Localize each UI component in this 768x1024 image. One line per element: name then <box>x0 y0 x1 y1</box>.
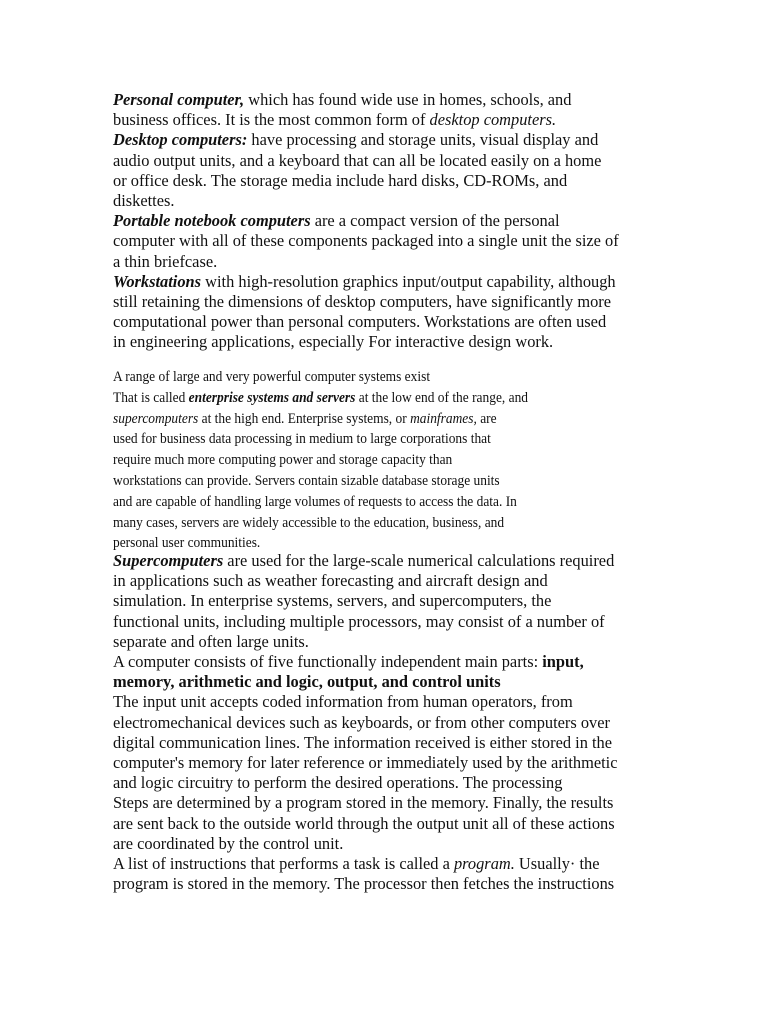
text-run: computational power than personal computers. Workstations are often used <box>113 312 607 332</box>
emphasized-text: enterprise systems and servers <box>188 389 356 406</box>
text-line <box>113 151 601 171</box>
text-run: A list of instructions that performs a task is called a <box>113 854 454 873</box>
text-run: functional units, including multiple processors, may consist of a number of <box>113 611 605 631</box>
text-line <box>113 753 617 773</box>
text-line <box>113 713 610 733</box>
text-line <box>113 450 452 470</box>
text-line <box>113 191 174 211</box>
text-run: The input unit accepts coded information from human operators, from <box>113 692 573 712</box>
text-run: which has found wide use in homes, schools, and <box>244 90 572 109</box>
text-run: computer with all of these components packaged into a single unit the size of <box>113 231 619 251</box>
text-run: at the high end. Enterprise systems, or <box>198 410 411 427</box>
text-run: program is stored in the memory. The processor then fetches the instructions <box>113 874 615 894</box>
text-run: and logic circuitry to perform the desired operations. The processing <box>113 773 563 793</box>
text-run: business offices. It is the most common form of <box>113 110 430 130</box>
text-run: are sent back to the outside world through the output unit all of these actions <box>113 813 615 833</box>
text-line <box>113 591 551 611</box>
text-run: Steps are determined by a program stored in the memory. Finally, the results <box>113 793 614 813</box>
emphasized-text: desktop computers. <box>429 110 557 130</box>
text-line <box>113 632 309 652</box>
text-line <box>113 652 584 672</box>
text-run: are a compact version of the personal <box>310 211 560 231</box>
text-run: diskettes. <box>113 191 175 210</box>
text-line <box>113 571 548 591</box>
text-line <box>113 367 430 387</box>
emphasized-text: input, <box>542 652 584 671</box>
emphasized-text: Personal computer, <box>113 90 245 109</box>
text-line <box>113 492 517 512</box>
text-line <box>113 814 615 834</box>
text-line <box>113 388 528 408</box>
text-line <box>113 471 500 491</box>
text-line <box>113 793 613 813</box>
text-run: in applications such as weather forecasting and aircraft design and <box>113 571 548 591</box>
text-line <box>113 429 491 449</box>
text-line <box>113 332 553 352</box>
text-run: separate and often large units. <box>113 631 309 651</box>
text-line <box>113 231 619 251</box>
text-run: personal user communities. <box>113 535 261 552</box>
text-line <box>113 211 560 231</box>
emphasized-text: memory, arithmetic and logic, output, and control units <box>113 672 501 692</box>
text-line <box>113 854 600 874</box>
text-run: and are capable of handling large volumes of requests to access the data. In <box>113 493 517 510</box>
text-line <box>113 874 614 894</box>
text-run: at the low end of the range, and <box>355 389 529 406</box>
text-line <box>113 110 556 130</box>
text-run: a thin briefcase. <box>113 251 218 271</box>
text-line <box>113 672 501 692</box>
emphasized-text: supercomputers <box>113 410 199 427</box>
emphasized-text: Portable notebook computers <box>113 211 311 231</box>
emphasized-text: Desktop computers: <box>113 130 248 150</box>
text-line <box>113 409 497 429</box>
text-line <box>113 733 612 753</box>
text-line <box>113 692 573 712</box>
emphasized-text: program. <box>453 854 515 873</box>
text-run: simulation. In enterprise systems, servers, and supercomputers, the <box>113 591 552 611</box>
text-line <box>113 272 616 292</box>
text-run: require much more computing power and storage capacity than <box>113 452 453 469</box>
text-run: many cases, servers are widely accessible to the education, business, and <box>113 514 505 531</box>
text-line <box>113 252 217 272</box>
text-line <box>113 130 598 150</box>
text-line <box>113 612 605 632</box>
text-run: are used for the large-scale numerical calculations required <box>223 551 615 570</box>
text-line <box>113 834 343 854</box>
text-run: Usually· the <box>514 854 600 873</box>
text-run: A computer consists of five functionally independent main parts: <box>113 652 543 671</box>
text-run: or office desk. The storage media include hard disks, CD-ROMs, and <box>113 170 568 190</box>
text-run: used for business data processing in medium to large corporations that <box>113 431 491 448</box>
text-run: workstations can provide. Servers contain sizable database storage units <box>113 473 500 489</box>
emphasized-text: Supercomputers <box>113 551 224 570</box>
text-line <box>113 292 611 312</box>
text-run: audio output units, and a keyboard that can all be located easily on a home <box>113 150 602 170</box>
text-line <box>113 171 567 191</box>
text-line <box>113 551 614 571</box>
text-run: still retaining the dimensions of desktop computers, have significantly more <box>113 292 611 311</box>
text-run: with high-resolution graphics input/output capability, although <box>201 271 616 291</box>
text-run: are <box>476 410 497 427</box>
text-run: electromechanical devices such as keyboards, or from other computers over <box>113 712 610 732</box>
text-line <box>113 312 606 332</box>
text-run: That is called <box>113 389 189 406</box>
text-run: in engineering applications, especially For interactive design work. <box>113 332 554 352</box>
text-line <box>113 513 504 533</box>
emphasized-text: mainframes, <box>410 410 477 427</box>
emphasized-text: Workstations <box>113 271 202 291</box>
text-run: computer's memory for later reference or immediately used by the arithmetic <box>113 753 618 772</box>
text-run: are coordinated by the control unit. <box>113 833 344 853</box>
text-run: have processing and storage units, visual display and <box>247 130 599 150</box>
text-run: digital communication lines. The information received is either stored in the <box>113 732 613 752</box>
text-run: A range of large and very powerful computer systems exist <box>113 369 431 385</box>
text-line <box>113 90 571 110</box>
text-line <box>113 773 562 793</box>
